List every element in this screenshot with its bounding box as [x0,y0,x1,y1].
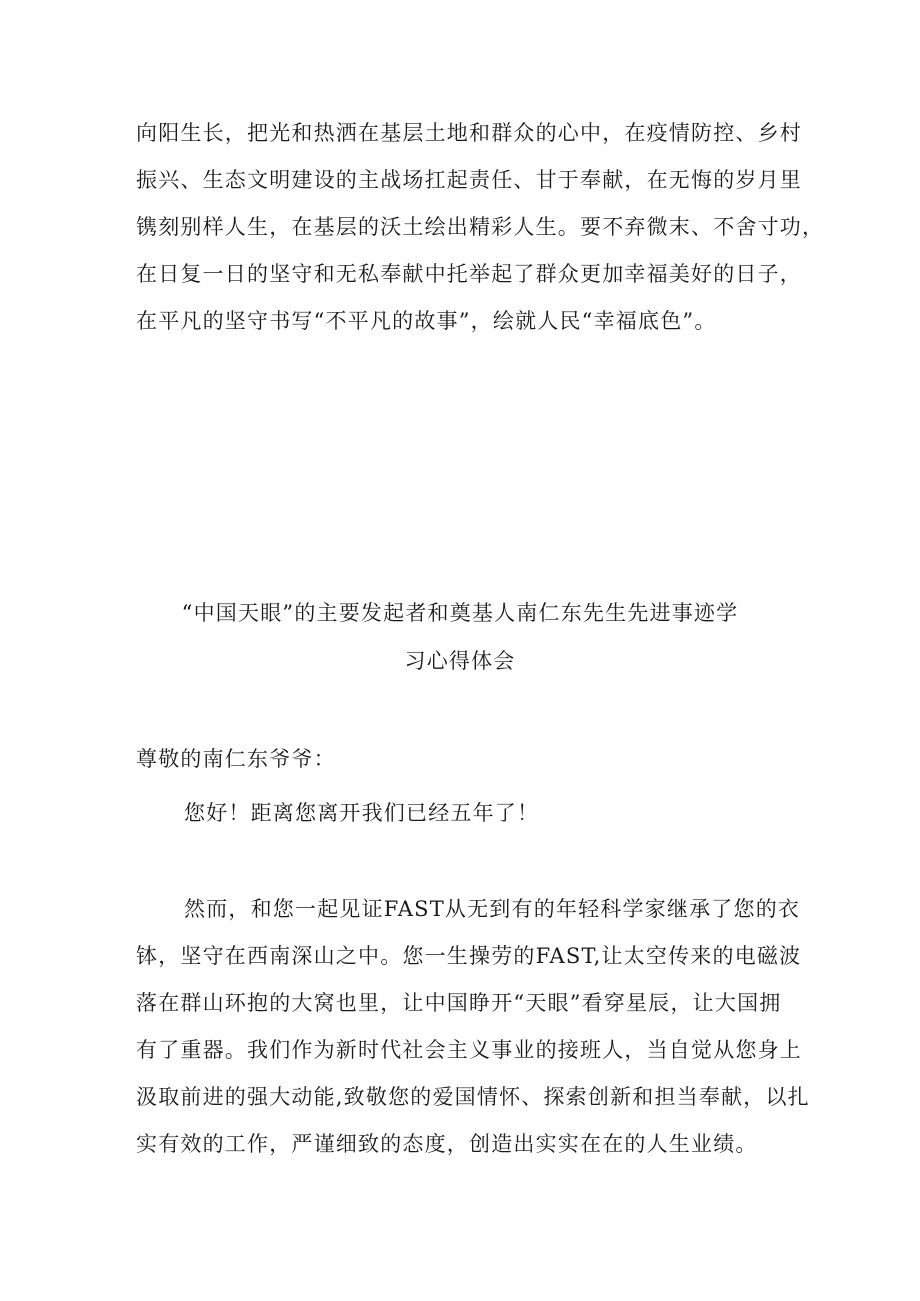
body-text-line: 镌刻别样人生，在基层的沃土绘出精彩人生。要不弃微末、不舍寸功， [136,215,825,239]
greeting: 您好！距离您离开我们已经五年了！ [184,801,540,825]
paragraph-line: 钵，坚守在西南深山之中。您一生操劳的FAST,让太空传来的电磁波 [136,944,802,968]
salutation: 尊敬的南仁东爷爷： [136,747,336,771]
body-text-line: 在日复一日的坚守和无私奉献中托举起了群众更加幸福美好的日子， [136,262,802,286]
article-title-line-1: “中国天眼”的主要发起者和奠基人南仁东先生先进事迹学 [181,601,739,625]
paragraph-line: 实有效的工作，严谨细致的态度，创造出实实在在的人生业绩。 [136,1132,758,1156]
body-text-line: 振兴、生态文明建设的主战场扛起责任、甘于奉献，在无悔的岁月里 [136,168,802,192]
body-text-line: 向阳生长，把光和热洒在基层土地和群众的心中，在疫情防控、乡村 [136,121,802,145]
body-text-line: 在平凡的坚守书写“不平凡的故事”，绘就人民“幸福底色”。 [136,309,717,333]
paragraph-line: 然而，和您一起见证FAST从无到有的年轻科学家继承了您的衣 [184,897,801,921]
article-title-line-2: 习心得体会 [404,649,516,673]
paragraph-line: 落在群山环抱的大窝也里，让中国睁开“天眼”看穿星辰，让大国拥 [136,991,782,1015]
paragraph-line: 有了重器。我们作为新时代社会主义事业的接班人，当自觉从您身上 [136,1038,802,1062]
paragraph-line: 汲取前进的强大动能,致敬您的爱国情怀、探索创新和担当奉献，以扎 [136,1085,810,1109]
